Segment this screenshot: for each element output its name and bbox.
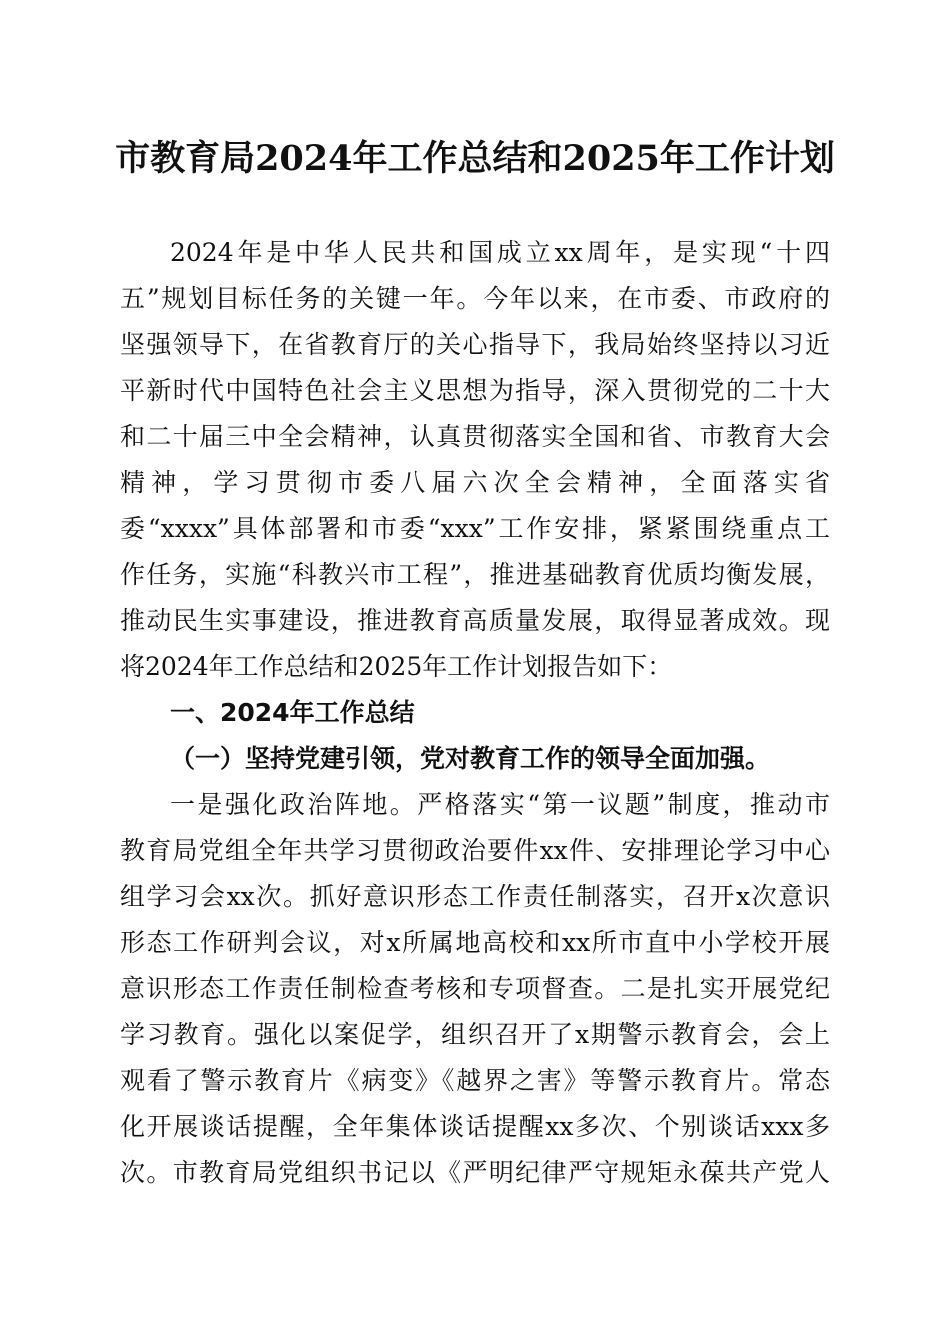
paragraph-line: 平新时代中国特色社会主义思想为指导，深入贯彻党的二十大 <box>120 376 830 405</box>
paragraph-line: 组学习会xx次。抓好意识形态工作责任制落实，召开x次意识 <box>120 882 830 911</box>
paragraph-line: 学习教育。强化以案促学，组织召开了x期警示教育会，会上 <box>120 1020 830 1049</box>
paragraph-line: 次。市教育局党组织书记以《严明纪律严守规矩永葆共产党人 <box>120 1158 830 1187</box>
paragraph-line: 作任务，实施“科教兴市工程”，推进基础教育优质均衡发展， <box>120 560 830 589</box>
paragraph-line: 一是强化政治阵地。严格落实“第一议题”制度，推动市 <box>170 790 830 819</box>
paragraph-line: 委“xxxx”具体部署和市委“xxx”工作安排，紧紧围绕重点工 <box>120 514 830 543</box>
paragraph-line: 推动民生实事建设，推进教育高质量发展，取得显著成效。现 <box>120 606 830 635</box>
paragraph-line: 将2024年工作总结和2025年工作计划报告如下： <box>120 652 673 681</box>
paragraph-line: 化开展谈话提醒，全年集体谈话提醒xx多次、个别谈话xxx多 <box>120 1112 830 1141</box>
paragraph-line: 观看了警示教育片《病变》《越界之害》等警示教育片。常态 <box>120 1066 830 1095</box>
document-title: 市教育局2024年工作总结和2025年工作计划 <box>115 138 835 179</box>
document-body <box>120 230 830 1196</box>
paragraph-line: 五”规划目标任务的关键一年。今年以来，在市委、市政府的 <box>120 284 830 313</box>
paragraph-line: 精神，学习贯彻市委八届六次全会精神，全面落实省 <box>120 468 830 497</box>
paragraph-line: 2024年是中华人民共和国成立xx周年，是实现“十四 <box>170 238 830 267</box>
paragraph-line: 意识形态工作责任制检查考核和专项督查。二是扎实开展党纪 <box>120 974 830 1003</box>
paragraph-line: 形态工作研判会议，对x所属地高校和xx所市直中小学校开展 <box>120 928 830 957</box>
paragraph-line: 坚强领导下，在省教育厅的关心指导下，我局始终坚持以习近 <box>120 330 830 359</box>
subsection-heading: （一）坚持党建引领，党对教育工作的领导全面加强。 <box>170 744 771 773</box>
paragraph-line: 教育局党组全年共学习贯彻政治要件xx件、安排理论学习中心 <box>120 836 830 865</box>
paragraph-line: 和二十届三中全会精神，认真贯彻落实全国和省、市教育大会 <box>120 422 830 451</box>
section-heading: 一、2024年工作总结 <box>170 698 415 727</box>
